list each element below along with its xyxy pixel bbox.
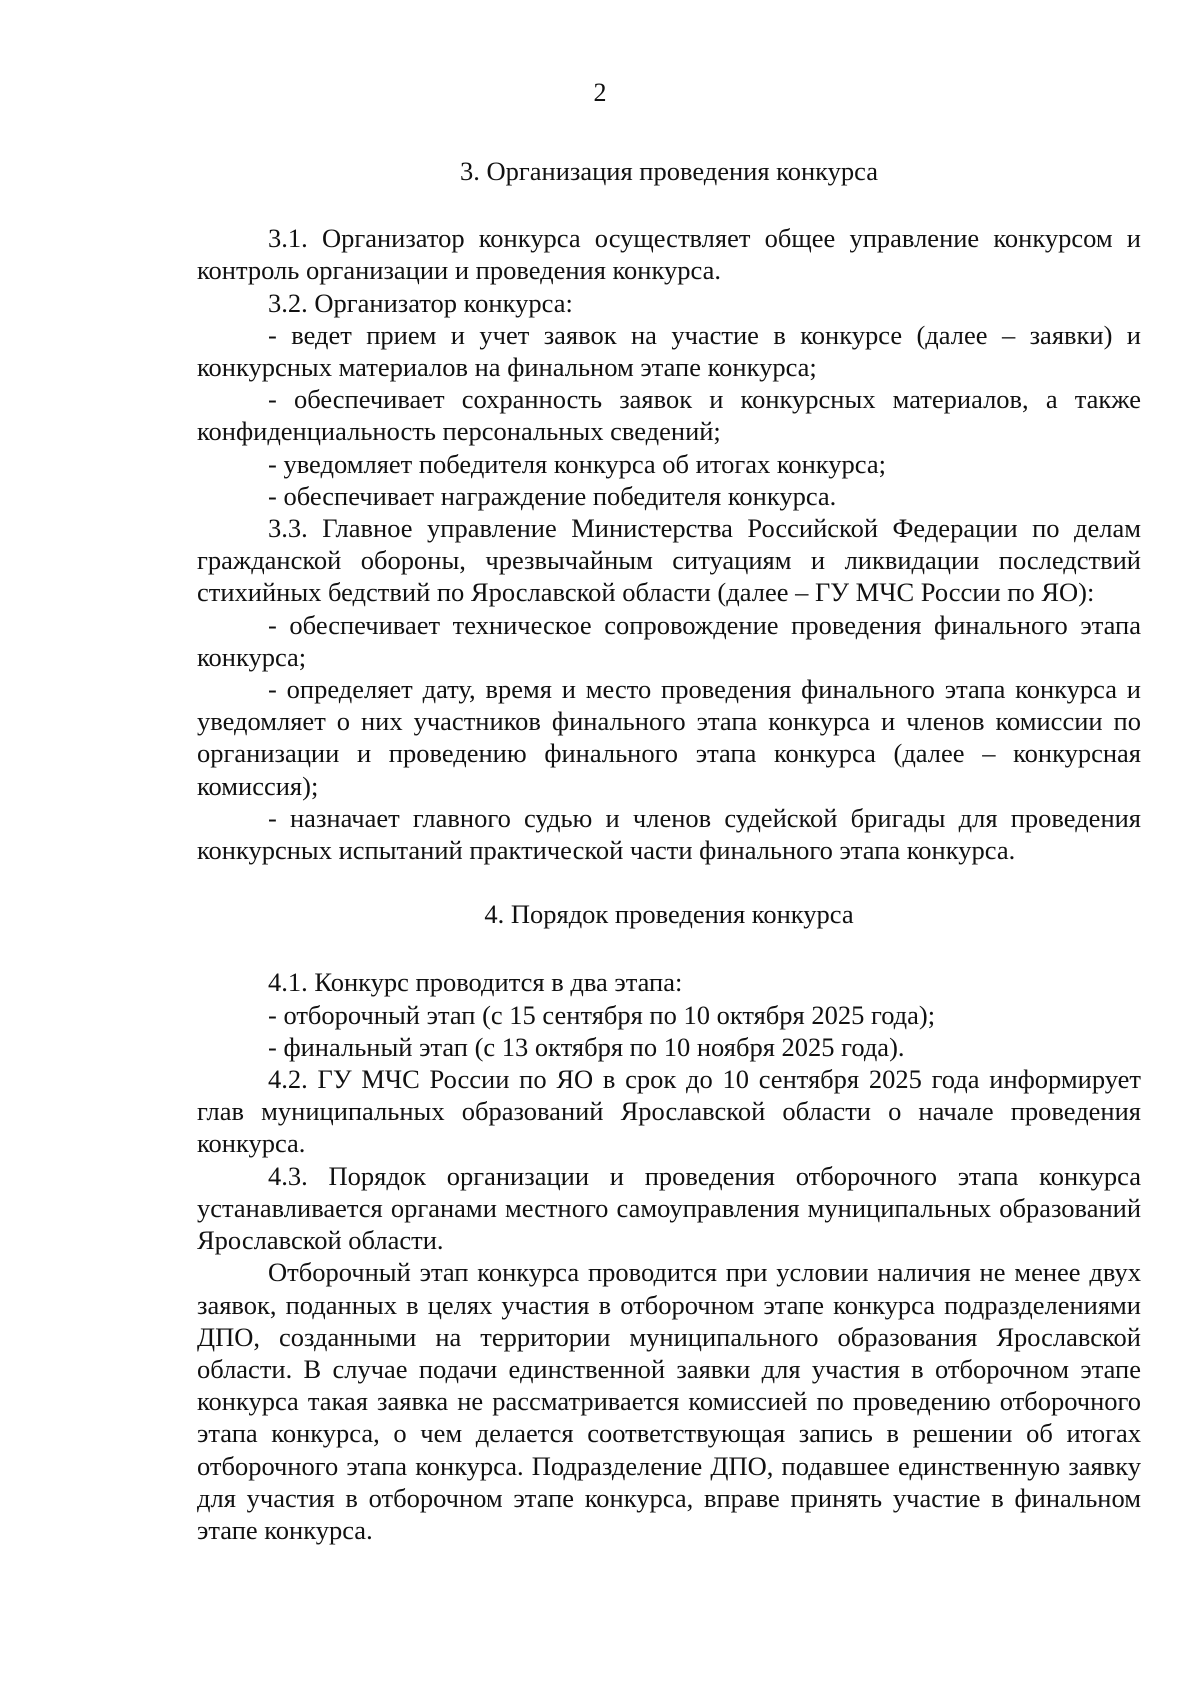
document-body [197,155,1141,1546]
list-item-4-1-b: - финальный этап (с 13 октября по 10 ноября 2025 года). [268,1031,905,1062]
page-number: 2 [593,78,607,107]
paragraph-3-1: 3.1. Организатор конкурса осуществляет общее управление конкурсом и контроль организации и проведения конкурса. [197,223,1141,286]
paragraph-3-2: 3.2. Организатор конкурса: [268,287,573,318]
list-item-3-2-b: - обеспечивает сохранность заявок и конкурсных материалов, а также конфиденциальность персональных сведений; [197,384,1141,447]
list-item-3-2-c: - уведомляет победителя конкурса об итогах конкурса; [268,448,887,479]
paragraph-4-1: 4.1. Конкурс проводится в два этапа: [268,967,683,998]
paragraph-4-3: 4.3. Порядок организации и проведения отборочного этапа конкурса устанавливается органами местного самоуправления муниципальных образований Ярославской области. [197,1160,1141,1256]
list-item-4-1-a: - отборочный этап (с 15 сентября по 10 октября 2025 года); [268,999,936,1030]
list-item-3-2-a: - ведет прием и учет заявок на участие в конкурсе (далее – заявки) и конкурсных материалов на финальном этапе конкурса; [197,319,1141,383]
paragraph-4-2: 4.2. ГУ МЧС России по ЯО в срок до 10 сентября 2025 года информирует глав муниципальных образований Ярославской области о начале проведения конкурса. [197,1064,1141,1159]
paragraph-3-3: 3.3. Главное управление Министерства Российской Федерации по делам гражданской обороны, чрезвычайным ситуациям и ликвидации последствий стихийных бедствий по Ярославской области (далее – ГУ МЧС России по ЯО): [197,513,1141,608]
section-3-heading: 3. Организация проведения конкурса [460,156,878,186]
list-item-3-3-c: - назначает главного судью и членов судейской бригады для проведения конкурсных испытаний практической части финального этапа конкурса. [197,802,1141,866]
paragraph-4-3-continued: Отборочный этап конкурса проводится при условии наличия не менее двух заявок, поданных в целях участия в отборочном этапе конкурса подразделениями ДПО, созданными на территории муниципального образования Ярославской области. В случае подачи единственной заявки для участия в отборочном этапе конкурса такая заявка не рассматривается комиссией по проведению отборочного этапа конкурса, о чем делается соответствующая запись в решении об итогах отборочного этапа конкурса. Подразделение ДПО, подавшее единственную заявку для участия в отборочном этапе конкурса, вправе принять участие в финальном этапе конкурса. [197,1257,1141,1545]
list-item-3-3-a: - обеспечивает техническое сопровождение проведения финального этапа конкурса; [197,609,1141,672]
list-item-3-2-d: - обеспечивает награждение победителя конкурса. [268,480,837,511]
list-item-3-3-b: - определяет дату, время и место проведения финального этапа конкурса и уведомляет о них участников финального этапа конкурса и членов комиссии по организации и проведению финального этапа конкурса (далее – конкурсная комиссия); [197,674,1141,801]
section-4-heading: 4. Порядок проведения конкурса [484,899,854,930]
